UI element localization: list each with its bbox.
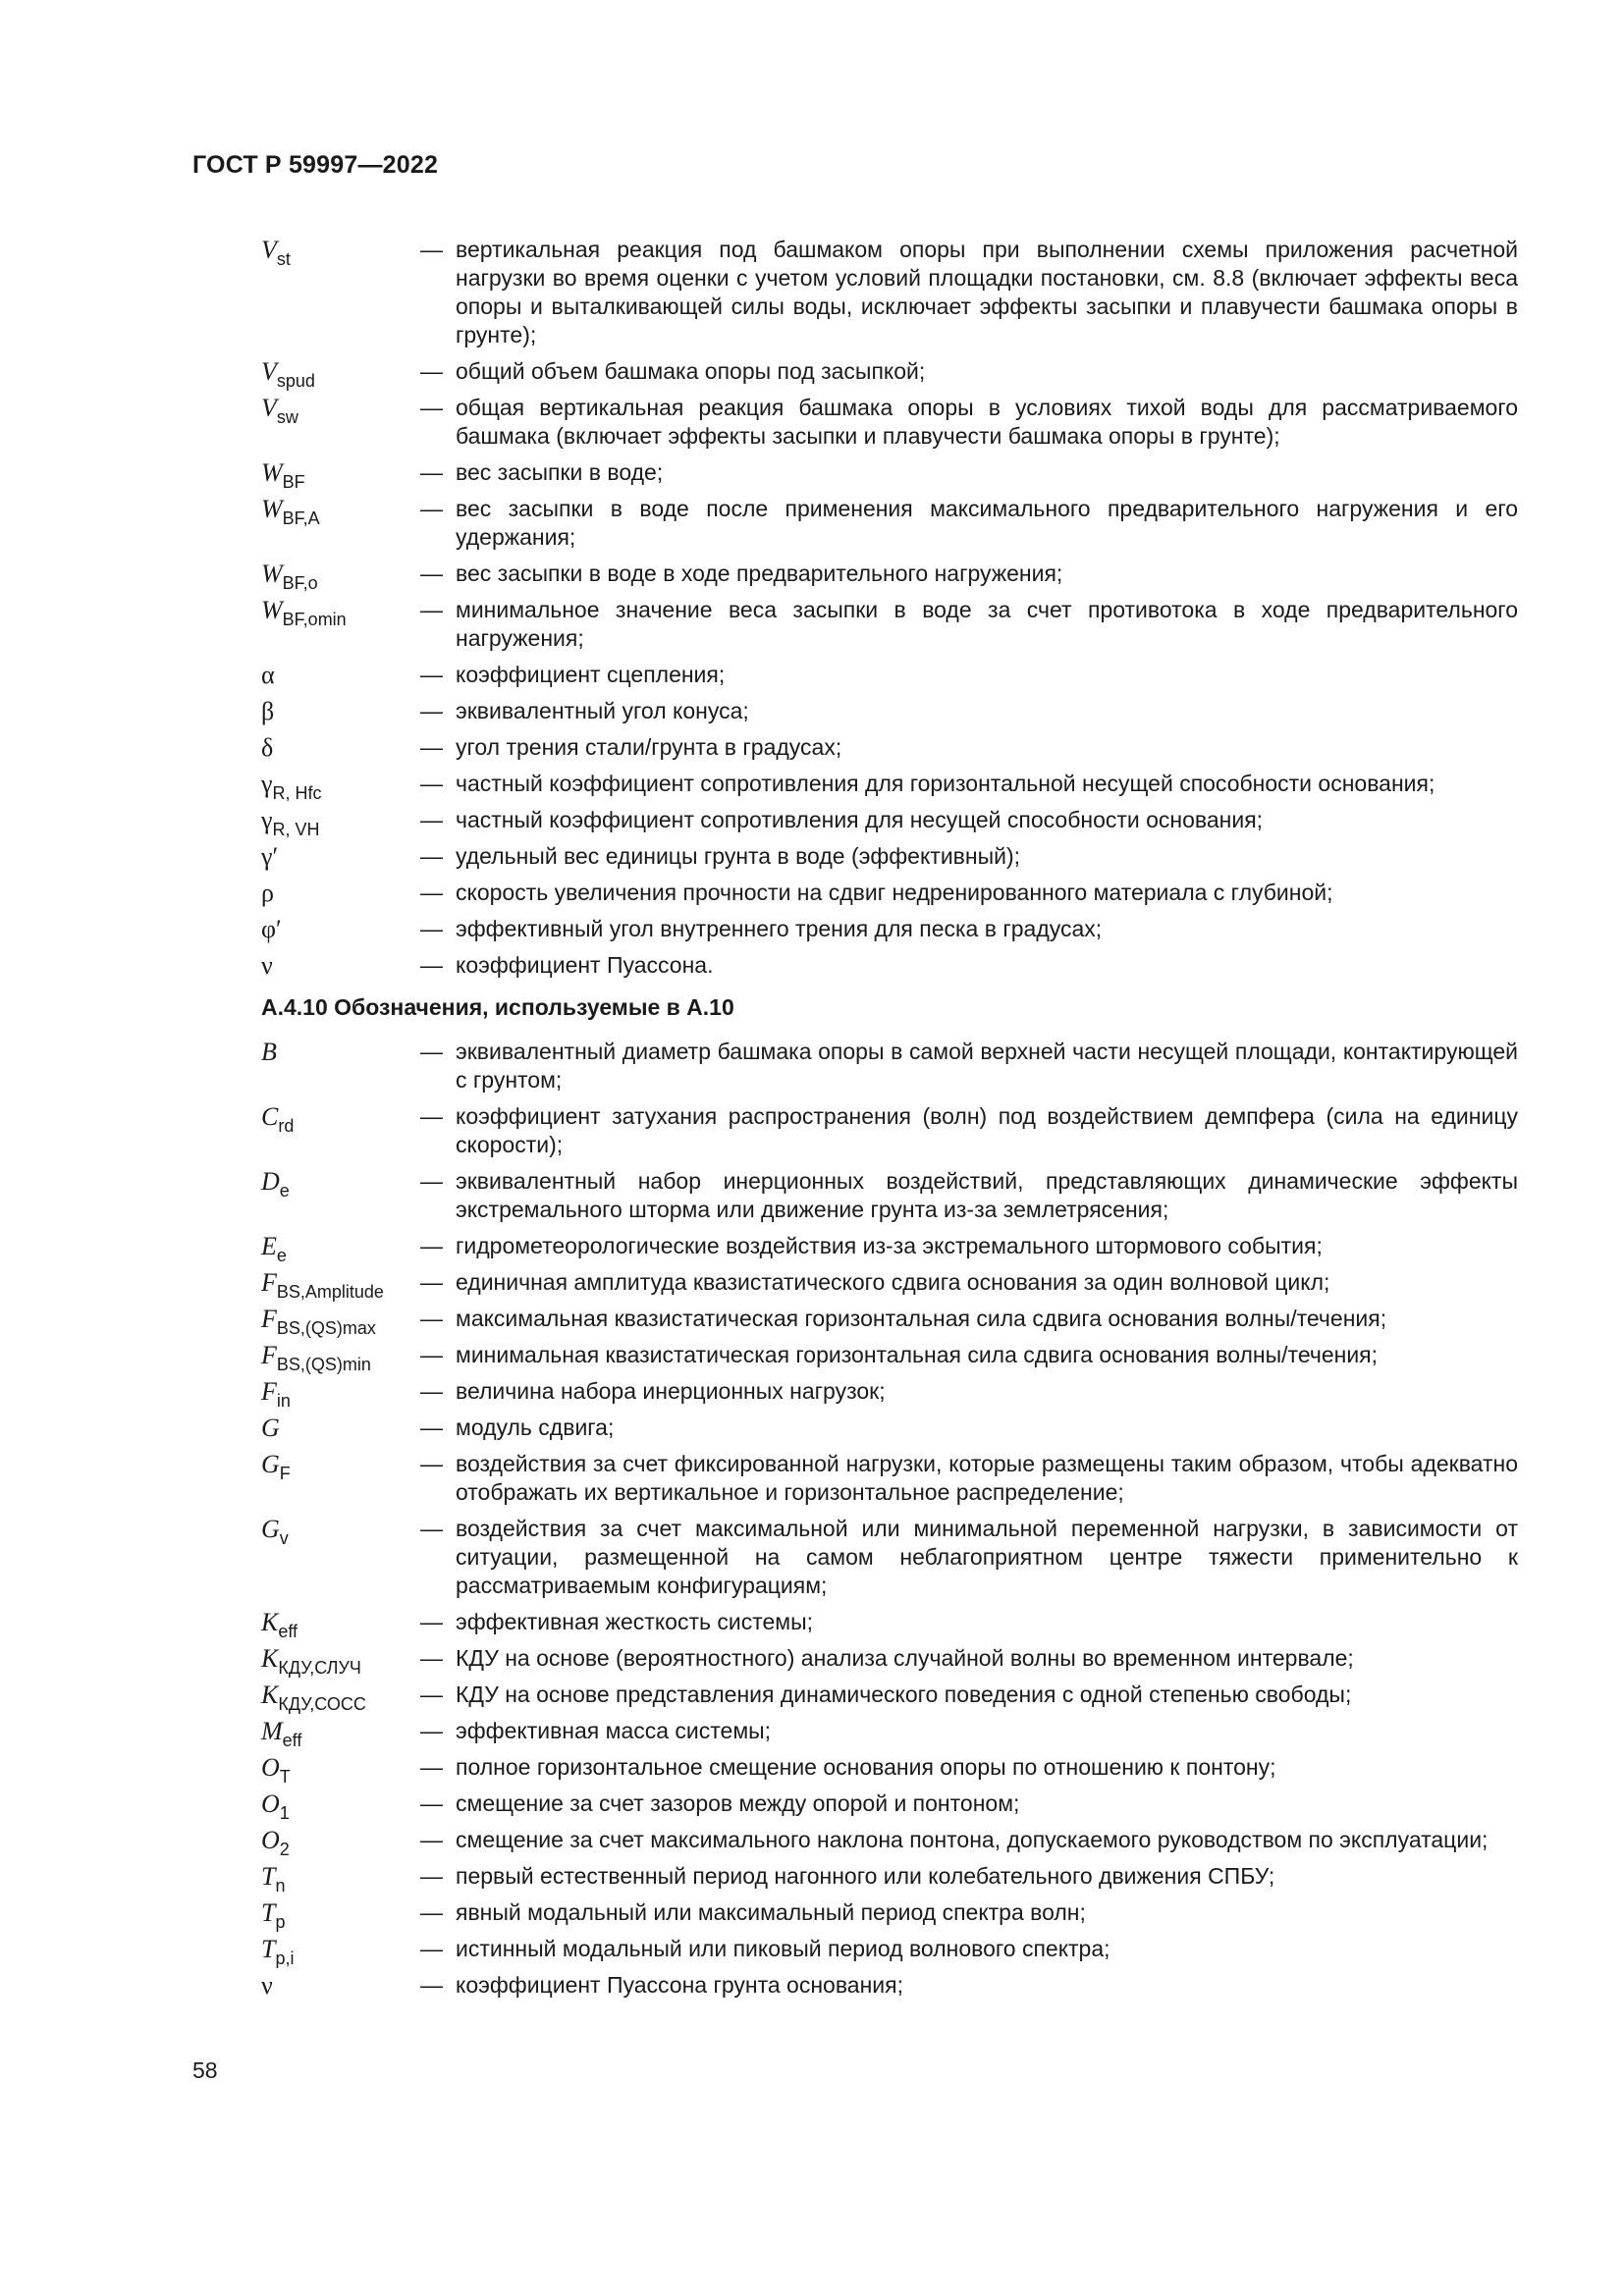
symbol-description: истинный модальный или пиковый период волнового спектра;: [456, 1936, 1110, 1961]
symbol-description: максимальная квазистатическая горизонтальная сила сдвига основания волны/течения;: [456, 1306, 1387, 1331]
symbol-subscript: R, VH: [272, 820, 320, 839]
symbol-base: φ′: [261, 915, 282, 943]
symbol-base: O: [261, 1789, 280, 1818]
em-dash: —: [420, 1415, 443, 1440]
symbol-base: W: [261, 596, 283, 624]
em-dash: —: [420, 807, 443, 832]
symbol-entry: [261, 661, 1518, 689]
em-dash: —: [420, 597, 443, 622]
em-dash: —: [420, 1899, 443, 1925]
symbol-description: гидрометеорологические воздействия из-за экстремального штормового события;: [456, 1233, 1323, 1258]
symbol-base: T: [261, 1862, 276, 1891]
symbol: [261, 1102, 420, 1136]
em-dash: —: [420, 952, 443, 978]
symbol-description: частный коэффициент сопротивления для горизонтальной несущей способности основания;: [456, 771, 1435, 796]
symbol: [261, 1414, 420, 1442]
symbol-subscript: eff: [278, 1622, 298, 1641]
symbol: [261, 1717, 420, 1750]
symbol-description: эффективная масса системы;: [456, 1718, 772, 1743]
symbol-entry: [261, 1681, 1518, 1714]
symbol-description: общий объем башмака опоры под засыпкой;: [456, 358, 926, 384]
symbol-entry: [261, 394, 1518, 451]
symbol: [261, 1608, 420, 1641]
symbol-entry: [261, 1341, 1518, 1374]
em-dash: —: [420, 1972, 443, 1998]
symbol: [261, 1826, 420, 1859]
symbol-description: воздействия за счет фиксированной нагрузки, которые размещены таким образом, чтобы адекватно отображать их вертикальное и горизонтальное распределение;: [456, 1451, 1518, 1505]
symbol-entry: [261, 1450, 1518, 1507]
symbol-subscript: sw: [276, 407, 298, 427]
em-dash: —: [420, 358, 443, 384]
symbol: [261, 1862, 420, 1896]
symbol: [261, 951, 420, 980]
symbol-base: D: [261, 1167, 280, 1196]
symbol-description: угол трения стали/грунта в градусах;: [456, 734, 842, 760]
symbol: [261, 1898, 420, 1932]
em-dash: —: [420, 843, 443, 869]
symbol-base: G: [261, 1450, 280, 1478]
symbol-description: вес засыпки в воде;: [456, 459, 664, 485]
symbol-description: смещение за счет зазоров между опорой и понтоном;: [456, 1790, 1020, 1816]
symbol-entry: [261, 733, 1518, 762]
symbol-entry: [261, 806, 1518, 839]
symbol-entry: [261, 1414, 1518, 1442]
em-dash: —: [420, 1754, 443, 1780]
symbol: [261, 879, 420, 907]
symbol: [261, 1305, 420, 1338]
symbol-description: явный модальный или максимальный период спектра волн;: [456, 1899, 1086, 1925]
em-dash: —: [420, 1936, 443, 1961]
symbol-subscript: BS,Amplitude: [276, 1282, 384, 1302]
symbol: [261, 1038, 420, 1066]
symbol-base: γ′: [261, 842, 279, 871]
symbol-base: O: [261, 1753, 280, 1782]
symbol: [261, 1753, 420, 1787]
symbol-description: удельный вес единицы грунта в воде (эффективный);: [456, 843, 1021, 869]
symbol-description: эффективная жесткость системы;: [456, 1609, 814, 1634]
symbol-description: коэффициент Пуассона грунта основания;: [456, 1972, 903, 1998]
em-dash: —: [420, 734, 443, 760]
symbol: [261, 661, 420, 689]
em-dash: —: [420, 1645, 443, 1671]
symbol-description: вертикальная реакция под башмаком опоры при выполнении схемы приложения расчетной нагрузки во время оценки с учетом условий площадки постановки, см. 8.8 (включает эффекты веса опоры и выталкивающей силы воды, исключает эффекты засыпки и плавучести башмака опоры в грунте);: [456, 237, 1518, 347]
symbol-entry: [261, 951, 1518, 980]
symbol-subscript: in: [276, 1391, 291, 1411]
document-header: ГОСТ Р 59997—2022: [192, 151, 439, 179]
symbol-description: коэффициент затухания распространения (волн) под воздействием демпфера (сила на единицу скорости);: [456, 1103, 1518, 1157]
symbol-base: ρ: [261, 879, 274, 907]
symbol: [261, 560, 420, 593]
symbol-entry: [261, 1717, 1518, 1750]
symbol-subscript: st: [276, 249, 291, 269]
symbol-entry: [261, 1644, 1518, 1678]
symbol-base: O: [261, 1826, 280, 1854]
symbol-base: δ: [261, 733, 274, 762]
symbol: [261, 1377, 420, 1411]
symbol-base: T: [261, 1898, 276, 1927]
symbol-subscript: p: [275, 1912, 286, 1932]
symbol: [261, 697, 420, 725]
symbol-base: K: [261, 1608, 279, 1636]
em-dash: —: [420, 1827, 443, 1852]
symbol-entry: [261, 1377, 1518, 1411]
symbol-base: F: [261, 1341, 277, 1369]
symbol: [261, 1644, 420, 1678]
em-dash: —: [420, 496, 443, 521]
symbol-description: величина набора инерционных нагрузок;: [456, 1378, 886, 1404]
em-dash: —: [420, 1516, 443, 1541]
symbol-base: W: [261, 458, 283, 487]
em-dash: —: [420, 561, 443, 586]
em-dash: —: [420, 771, 443, 796]
symbol-base: K: [261, 1644, 279, 1673]
symbol: [261, 1935, 420, 1968]
symbol: [261, 596, 420, 629]
symbol-base: G: [261, 1414, 280, 1442]
symbol-base: E: [261, 1232, 277, 1260]
symbol: [261, 806, 420, 839]
symbol-description: смещение за счет максимального наклона понтона, допускаемого руководством по эксплуатации;: [456, 1827, 1489, 1852]
symbol-entry: [261, 1898, 1518, 1932]
symbol-base: γ: [261, 770, 273, 798]
symbol: [261, 394, 420, 427]
symbol-base: W: [261, 560, 283, 588]
symbol-entry: [261, 1232, 1518, 1265]
symbol-base: ν: [261, 951, 273, 980]
symbol-subscript: e: [276, 1246, 287, 1265]
symbol-subscript: v: [279, 1528, 289, 1548]
symbol-description: первый естественный период нагонного или колебательного движения СПБУ;: [456, 1863, 1275, 1889]
symbol-entry: [261, 560, 1518, 593]
symbol-entry: [261, 879, 1518, 907]
symbol-entry: [261, 697, 1518, 725]
symbol: [261, 842, 420, 871]
symbol-entry: [261, 1862, 1518, 1896]
document-body: [261, 236, 1518, 2007]
symbol-entry: [261, 915, 1518, 943]
symbol-subscript: rd: [278, 1116, 295, 1136]
symbol-entry: [261, 495, 1518, 552]
symbol-entry: [261, 458, 1518, 492]
symbol-subscript: BF,A: [282, 508, 320, 528]
symbol-description: КДУ на основе представления динамического поведения с одной степенью свободы;: [456, 1682, 1352, 1707]
symbol-description: эквивалентный набор инерционных воздействий, представляющих динамические эффекты экстремального шторма или движение грунта из-за землетрясения;: [456, 1168, 1518, 1222]
symbol-description: коэффициент сцепления;: [456, 662, 726, 687]
symbol: [261, 1971, 420, 2000]
symbol: [261, 495, 420, 528]
em-dash: —: [420, 1718, 443, 1743]
symbol-subscript: spud: [276, 371, 315, 391]
symbol-subscript: BF: [282, 472, 305, 492]
symbol-subscript: F: [279, 1464, 291, 1483]
symbol: [261, 733, 420, 762]
em-dash: —: [420, 1451, 443, 1476]
symbol-description: эффективный угол внутреннего трения для песка в градусах;: [456, 916, 1103, 941]
symbol-base: F: [261, 1268, 277, 1297]
symbol-subscript: BF,omin: [282, 610, 347, 629]
symbol-subscript: КДУ,СОСС: [278, 1694, 366, 1714]
symbol-subscript: BS,(QS)max: [276, 1318, 376, 1338]
symbol-description: полное горизонтальное смещение основания опоры по отношению к понтону;: [456, 1754, 1276, 1780]
symbol-subscript: КДУ,СЛУЧ: [278, 1658, 361, 1678]
symbol-description: эквивалентный угол конуса;: [456, 698, 749, 723]
section-heading-a410: А.4.10 Обозначения, используемые в А.10: [261, 994, 734, 1020]
symbol-entry: [261, 1038, 1518, 1095]
symbol-base: γ: [261, 806, 273, 834]
symbol-description: коэффициент Пуассона.: [456, 952, 714, 978]
symbol-base: β: [261, 697, 275, 725]
symbol-subscript: T: [279, 1767, 291, 1787]
em-dash: —: [420, 698, 443, 723]
symbol-subscript: BF,o: [282, 573, 318, 593]
symbol-description: скорость увеличения прочности на сдвиг недренированного материала с глубиной;: [456, 880, 1333, 905]
em-dash: —: [420, 1790, 443, 1816]
symbol-base: F: [261, 1305, 277, 1333]
symbol-description: эквивалентный диаметр башмака опоры в самой верхней части несущей площади, контактирующей с грунтом;: [456, 1039, 1518, 1093]
symbol-description: минимальная квазистатическая горизонтальная сила сдвига основания волны/течения;: [456, 1342, 1379, 1367]
em-dash: —: [420, 1103, 443, 1129]
em-dash: —: [420, 1233, 443, 1258]
em-dash: —: [420, 395, 443, 420]
symbol-base: V: [261, 357, 277, 386]
symbol-entry: [261, 1305, 1518, 1338]
symbol: [261, 1515, 420, 1548]
symbol: [261, 1789, 420, 1823]
symbol-entry: [261, 236, 1518, 349]
symbol-base: B: [261, 1038, 277, 1066]
symbol-entry: [261, 842, 1518, 871]
em-dash: —: [420, 1168, 443, 1194]
symbol-description: модуль сдвига;: [456, 1415, 615, 1440]
symbol-base: T: [261, 1935, 276, 1963]
symbol-entry: [261, 1515, 1518, 1600]
em-dash: —: [420, 1378, 443, 1404]
symbol-entry: [261, 1826, 1518, 1859]
symbol: [261, 1167, 420, 1201]
symbol-subscript: p,i: [275, 1949, 295, 1968]
symbols-list-a49: [261, 236, 1518, 980]
symbol-description: воздействия за счет максимальной или минимальной переменной нагрузки, в зависимости от ситуации, размещенной на самом неблагоприятном центре тяжести применительно к рассматриваемым конфигурациям;: [456, 1516, 1518, 1598]
symbol-entry: [261, 770, 1518, 803]
symbol-entry: [261, 1608, 1518, 1641]
symbol: [261, 357, 420, 391]
symbol: [261, 236, 420, 269]
em-dash: —: [420, 1682, 443, 1707]
symbol-description: вес засыпки в воде в ходе предварительного нагружения;: [456, 561, 1063, 586]
symbol-base: W: [261, 495, 283, 523]
em-dash: —: [420, 880, 443, 905]
symbol-description: единичная амплитуда квазистатического сдвига основания за один волновой цикл;: [456, 1269, 1330, 1295]
symbol-entry: [261, 1753, 1518, 1787]
symbol-description: общая вертикальная реакция башмака опоры в условиях тихой воды для рассматриваемого башмака (включает эффекты засыпки и плавучести башмака опоры в грунте);: [456, 395, 1518, 449]
em-dash: —: [420, 1306, 443, 1331]
symbol-subscript: R, Hfc: [272, 783, 322, 803]
em-dash: —: [420, 1342, 443, 1367]
symbol-description: минимальное значение веса засыпки в воде за счет противотока в ходе предварительного нагружения;: [456, 597, 1518, 651]
symbol: [261, 1268, 420, 1302]
symbol-entry: [261, 1971, 1518, 2000]
symbol: [261, 1681, 420, 1714]
em-dash: —: [420, 459, 443, 485]
symbol: [261, 458, 420, 492]
em-dash: —: [420, 1609, 443, 1634]
symbol: [261, 1341, 420, 1374]
symbol-entry: [261, 1935, 1518, 1968]
em-dash: —: [420, 1269, 443, 1295]
symbols-list-a410: [261, 1038, 1518, 2000]
em-dash: —: [420, 662, 443, 687]
symbol-base: V: [261, 394, 277, 422]
page-number: 58: [192, 2057, 218, 2083]
symbol-base: V: [261, 236, 277, 264]
em-dash: —: [420, 1039, 443, 1064]
symbol: [261, 1450, 420, 1483]
symbol-base: F: [261, 1377, 277, 1406]
em-dash: —: [420, 1863, 443, 1889]
symbol-base: ν: [261, 1971, 273, 2000]
symbol-base: α: [261, 661, 275, 689]
symbol-base: C: [261, 1102, 279, 1131]
symbol-entry: [261, 1789, 1518, 1823]
symbol: [261, 770, 420, 803]
symbol-entry: [261, 1268, 1518, 1302]
symbol-description: частный коэффициент сопротивления для несущей способности основания;: [456, 807, 1264, 832]
symbol-entry: [261, 1102, 1518, 1159]
symbol-entry: [261, 357, 1518, 391]
symbol-base: K: [261, 1681, 279, 1709]
symbol-entry: [261, 1167, 1518, 1224]
symbol-base: M: [261, 1717, 283, 1745]
symbol: [261, 1232, 420, 1265]
symbol-description: КДУ на основе (вероятностного) анализа случайной волны во временном интервале;: [456, 1645, 1354, 1671]
symbol-subscript: eff: [282, 1731, 302, 1750]
symbol-base: G: [261, 1515, 280, 1543]
symbol: [261, 915, 420, 943]
symbol-subscript: 1: [279, 1803, 290, 1823]
symbol-subscript: BS,(QS)min: [276, 1355, 371, 1374]
symbol-description: вес засыпки в воде после применения максимального предварительного нагружения и его удержания;: [456, 496, 1518, 550]
symbol-subscript: e: [279, 1181, 290, 1201]
em-dash: —: [420, 916, 443, 941]
em-dash: —: [420, 237, 443, 262]
symbol-subscript: 2: [279, 1840, 290, 1859]
symbol-entry: [261, 596, 1518, 653]
symbol-subscript: n: [275, 1876, 286, 1896]
